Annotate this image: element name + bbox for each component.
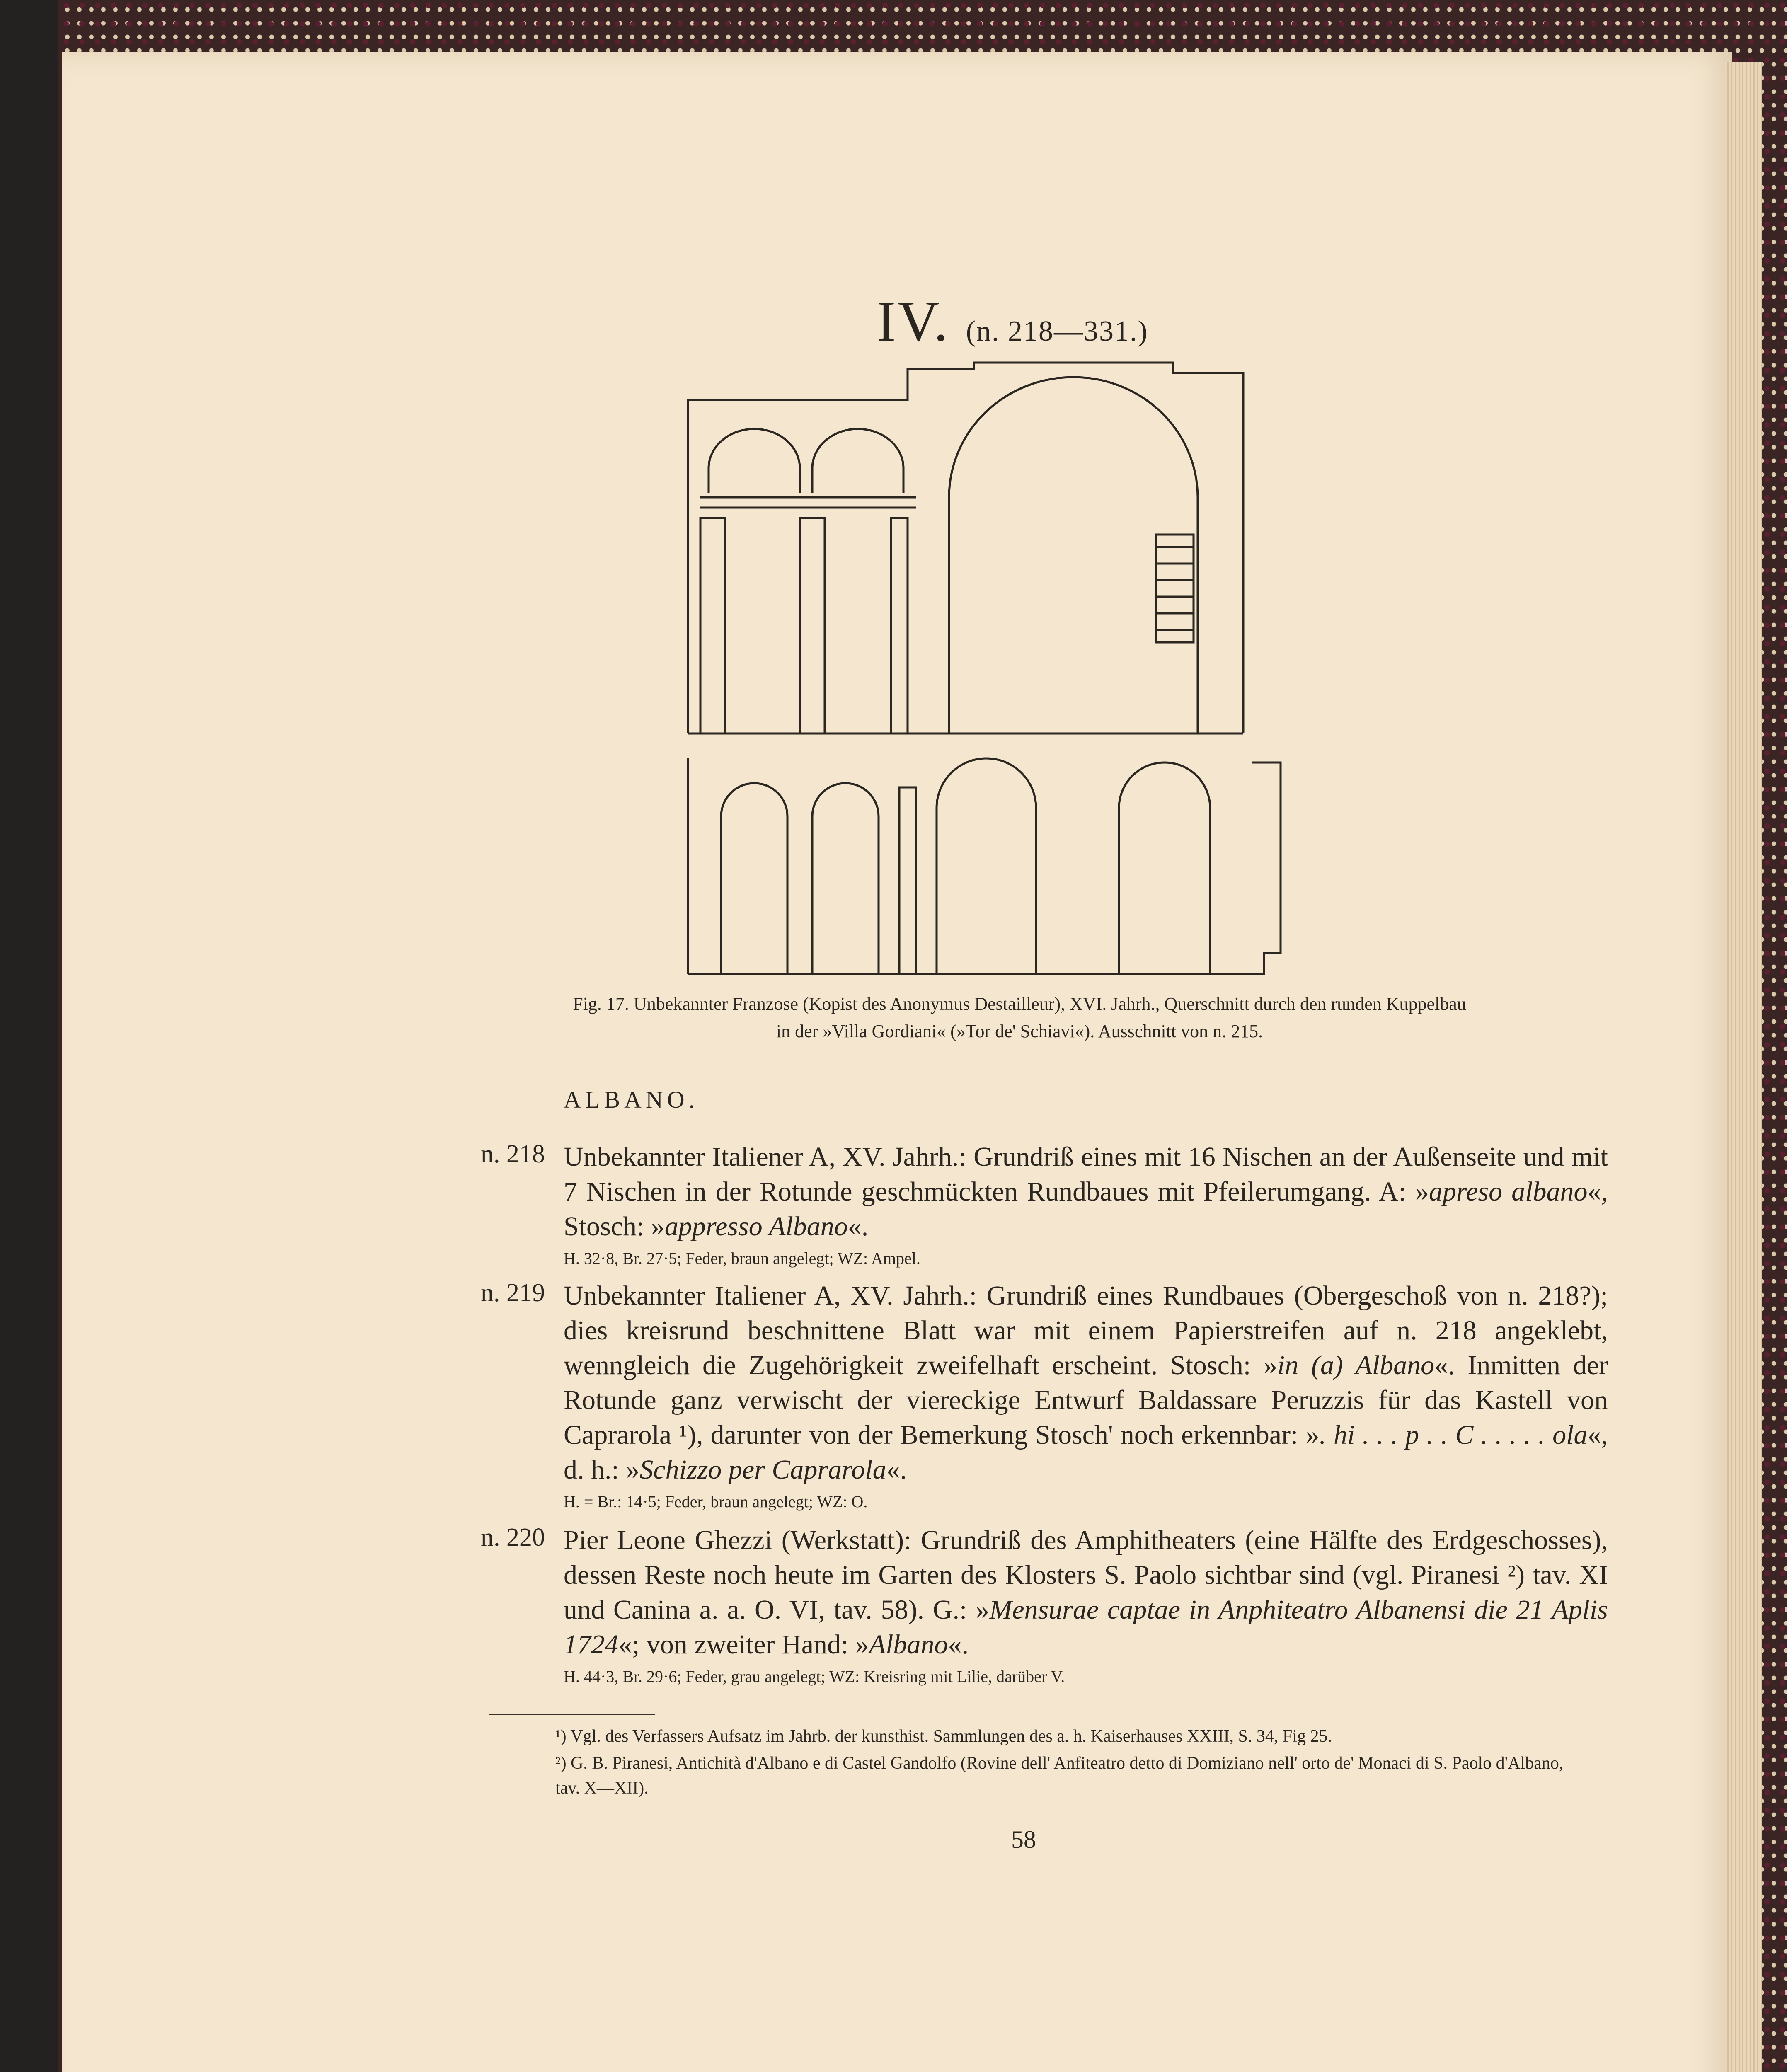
book-board	[0, 0, 58, 2072]
catalog-entry-219	[481, 1278, 1608, 1515]
architectural-drawing	[684, 361, 1318, 978]
figure-caption	[489, 990, 1550, 1045]
caption-line-2: in der »Villa Gordiani« (»Tor de' Schiavi«). Ausschnitt von n. 215.	[776, 1021, 1263, 1041]
entry-text: Unbekannter Italiener A, XV. Jahrh.: Grundriß eines mit 16 Nischen an der Außenseite und mit 7 Nischen in der Rotunde geschmückten Rundbaues mit Pfeilerumgang. A: »apreso albano«, Stosch: »appresso Albano«.	[564, 1142, 1608, 1242]
caption-line-1: Fig. 17. Unbekannter Franzose (Kopist des Anonymus Destailleur), XVI. Jahrh., Querschnitt durch den runden Kuppelbau	[573, 994, 1466, 1014]
entry-text: Pier Leone Ghezzi (Werkstatt): Grundriß des Amphitheaters (eine Hälfte des Erdgeschosses), dessen Reste noch heute im Garten des Klosters S. Paolo sichtbar sind (vgl. Piranesi ²) tav. XI und Canina a. a. O. VI, tav. 58). G.: »Mensurae captae in Anphiteatro Albanensi die 21 Aplis 1724«; von zweiter Hand: »Albano«.	[564, 1525, 1608, 1660]
entry-meta: H. = Br.: 14·5; Feder, braun angelegt; WZ: O.	[564, 1492, 868, 1511]
heading-range: (n. 218—331.)	[966, 315, 1148, 347]
entry-number: n. 218	[481, 1140, 545, 1168]
catalog-entry-218	[481, 1140, 1608, 1271]
catalog-entry-220	[481, 1523, 1608, 1690]
entry-meta: H. 32·8, Br. 27·5; Feder, braun angelegt; WZ: Ampel.	[564, 1249, 920, 1268]
entry-meta: H. 44·3, Br. 29·6; Feder, grau angelegt; WZ: Kreisring mit Lilie, darüber V.	[564, 1667, 1065, 1686]
footnote-2: ²) G. B. Piranesi, Antichità d'Albano e di Castel Gandolfo (Rovine dell' Anfiteatro detto di Domiziano nell' orto de' Monaci di S. Paolo d'Albano, tav. X—XII).	[555, 1754, 1564, 1798]
plate-heading	[877, 288, 1148, 355]
footnote-divider	[489, 1714, 655, 1715]
entry-number: n. 220	[481, 1523, 545, 1552]
section-title: ALBANO.	[564, 1086, 699, 1113]
footnote-1: ¹) Vgl. des Verfassers Aufsatz im Jahrb. der kunsthist. Sammlungen des a. h. Kaiserhauses XXIII, S. 34, Fig 25.	[555, 1727, 1332, 1746]
entry-text: Unbekannter Italiener A, XV. Jahrh.: Grundriß eines Rundbaues (Obergeschoß von n. 218?); dies kreisrund beschnittene Blatt war mit einem Papierstreifen auf n. 218 angeklebt, wenngleich die Zugehörigkeit zweifelhaft erscheint. Stosch: »in (a) Albano«. Inmitten der Rotunde ganz verwischt der viereckige Entwurf Baldassare Peruzzis für das Kastell von Caprarola ¹), darunter von der Bemerkung Stosch' noch erkennbar: ». hi . . . p . . C . . . . . ola«, d. h.: »Schizzo per Caprarola«.	[564, 1280, 1608, 1485]
page-edges	[1725, 62, 1762, 2072]
heading-roman: IV.	[877, 289, 950, 353]
page-number: 58	[1011, 1826, 1036, 1853]
entry-number: n. 219	[481, 1279, 545, 1307]
